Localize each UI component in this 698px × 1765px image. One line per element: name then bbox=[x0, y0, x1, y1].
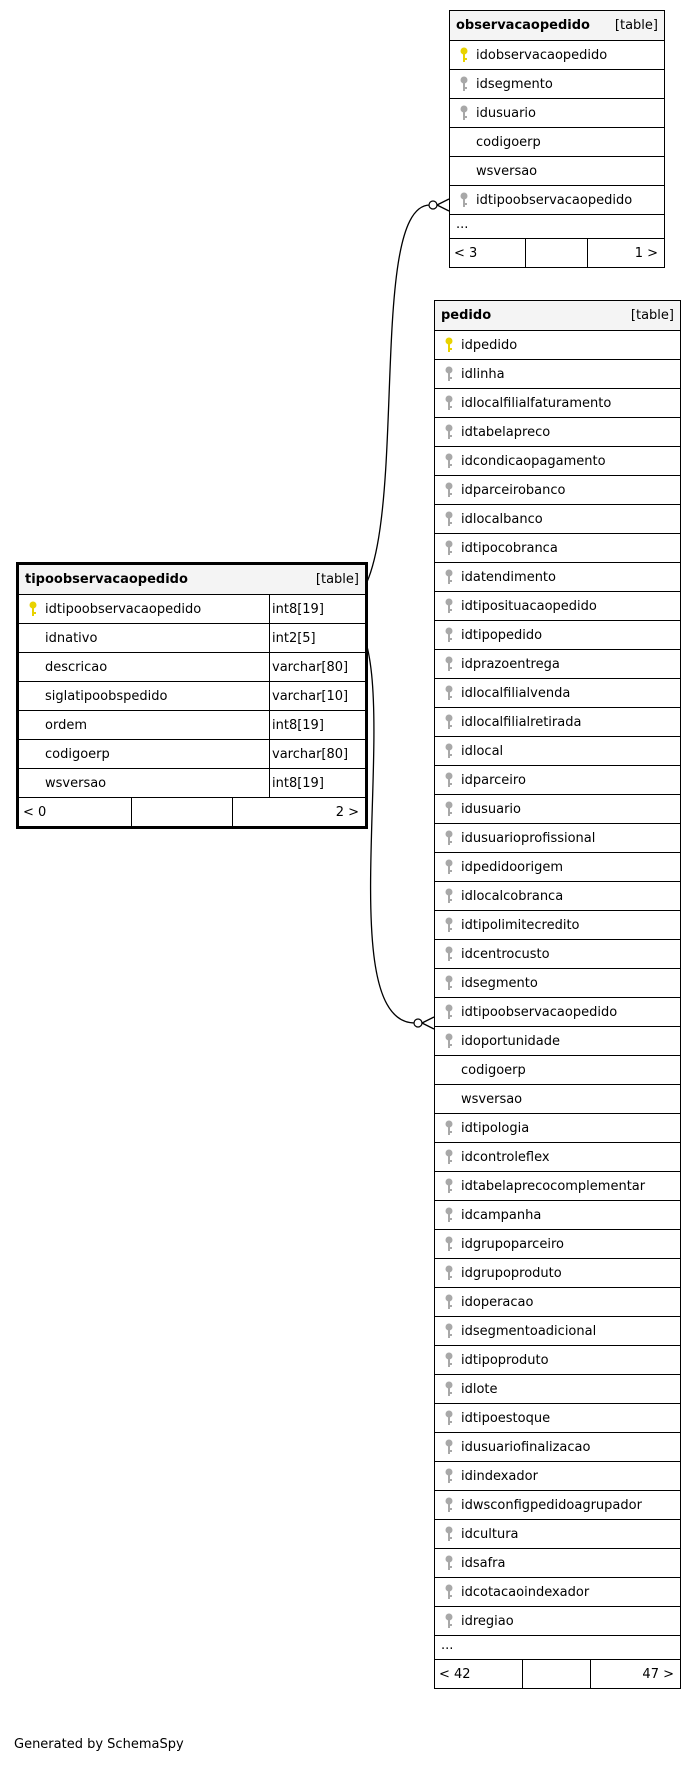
foreign-key-icon bbox=[441, 1410, 457, 1426]
column-row[interactable] bbox=[435, 1230, 680, 1259]
column-name: idusuarioprofissional bbox=[461, 830, 596, 846]
column-name-cell bbox=[19, 682, 269, 710]
foreign-key-icon bbox=[441, 1352, 457, 1368]
column-name-cell bbox=[435, 969, 680, 997]
column-row[interactable] bbox=[450, 99, 664, 128]
column-row[interactable] bbox=[435, 1491, 680, 1520]
column-row[interactable] bbox=[450, 41, 664, 70]
parents-count[interactable]: < 3 bbox=[450, 239, 526, 267]
foreign-key-icon bbox=[441, 1555, 457, 1571]
foreign-key-icon bbox=[441, 1584, 457, 1600]
foreign-key-icon bbox=[441, 772, 457, 788]
column-name: idtipoobservacaopedido bbox=[45, 601, 202, 617]
column-name: idindexador bbox=[461, 1468, 538, 1484]
column-name-cell bbox=[435, 940, 680, 968]
column-row[interactable] bbox=[435, 476, 680, 505]
foreign-key-icon bbox=[441, 656, 457, 672]
more-columns: ... bbox=[435, 1636, 680, 1660]
column-name-cell bbox=[435, 1607, 680, 1635]
table-footer bbox=[450, 239, 664, 267]
footer-spacer bbox=[523, 1660, 591, 1688]
no-key-slot bbox=[456, 163, 472, 179]
column-name-cell bbox=[450, 186, 664, 214]
column-name-cell bbox=[435, 1288, 680, 1316]
children-count[interactable]: 47 > bbox=[642, 1666, 674, 1682]
column-name: codigoerp bbox=[476, 134, 541, 150]
more-columns: ... bbox=[450, 215, 664, 239]
column-row[interactable] bbox=[450, 128, 664, 157]
column-row[interactable] bbox=[435, 1520, 680, 1549]
no-key-slot bbox=[25, 717, 41, 733]
foreign-key-icon bbox=[441, 917, 457, 933]
column-row[interactable] bbox=[19, 653, 365, 682]
column-row[interactable] bbox=[435, 969, 680, 998]
no-key-slot bbox=[25, 688, 41, 704]
column-name-cell bbox=[435, 795, 680, 823]
column-name-cell bbox=[435, 447, 680, 475]
column-row[interactable] bbox=[19, 624, 365, 653]
foreign-key-icon bbox=[441, 888, 457, 904]
no-key-slot bbox=[25, 775, 41, 791]
column-name: idwsconfigpedidoagrupador bbox=[461, 1497, 642, 1513]
column-name-cell bbox=[435, 1201, 680, 1229]
column-name-cell bbox=[435, 1549, 680, 1577]
column-name: idpedidoorigem bbox=[461, 859, 564, 875]
column-row[interactable] bbox=[435, 1462, 680, 1491]
footer-spacer bbox=[132, 798, 233, 826]
foreign-key-icon bbox=[441, 366, 457, 382]
crowsfoot-observacaopedido bbox=[429, 199, 449, 211]
column-row[interactable] bbox=[435, 1375, 680, 1404]
table-name[interactable]: observacaopedido bbox=[456, 18, 590, 33]
column-name: idsafra bbox=[461, 1555, 506, 1571]
foreign-key-icon bbox=[456, 76, 472, 92]
column-row[interactable] bbox=[19, 769, 365, 798]
foreign-key-icon bbox=[441, 1265, 457, 1281]
column-name: idoportunidade bbox=[461, 1033, 561, 1049]
column-datatype: varchar[80] bbox=[269, 740, 365, 768]
children-count[interactable]: 2 > bbox=[335, 804, 359, 820]
foreign-key-icon bbox=[441, 482, 457, 498]
column-name: idparceiro bbox=[461, 772, 526, 788]
column-name: idtabelaprecocomplementar bbox=[461, 1178, 646, 1194]
column-row[interactable] bbox=[435, 1259, 680, 1288]
column-name-cell bbox=[435, 1259, 680, 1287]
column-row[interactable] bbox=[435, 1143, 680, 1172]
column-row[interactable] bbox=[435, 1027, 680, 1056]
column-name: idtipoestoque bbox=[461, 1410, 551, 1426]
foreign-key-icon bbox=[441, 598, 457, 614]
column-name-cell bbox=[435, 882, 680, 910]
foreign-key-icon bbox=[441, 1033, 457, 1049]
foreign-key-icon bbox=[441, 1207, 457, 1223]
column-row[interactable] bbox=[435, 1346, 680, 1375]
foreign-key-icon bbox=[441, 714, 457, 730]
primary-key-icon bbox=[441, 337, 457, 353]
foreign-key-icon bbox=[441, 1613, 457, 1629]
column-datatype: int2[5] bbox=[269, 624, 365, 652]
column-name-cell bbox=[435, 418, 680, 446]
column-name-cell bbox=[450, 70, 664, 98]
column-name-cell bbox=[435, 534, 680, 562]
column-name-cell bbox=[19, 624, 269, 652]
column-name-cell bbox=[435, 1230, 680, 1258]
column-name: idusuariofinalizacao bbox=[461, 1439, 591, 1455]
column-row[interactable] bbox=[435, 621, 680, 650]
children-count[interactable]: 1 > bbox=[634, 245, 658, 261]
column-name: idlote bbox=[461, 1381, 498, 1397]
column-row[interactable] bbox=[435, 534, 680, 563]
column-name-cell bbox=[435, 824, 680, 852]
primary-key-icon bbox=[456, 47, 472, 63]
generated-by-note: Generated by SchemaSpy bbox=[14, 1737, 184, 1752]
foreign-key-icon bbox=[441, 424, 457, 440]
column-name: codigoerp bbox=[461, 1062, 526, 1078]
column-datatype: int8[19] bbox=[269, 711, 365, 739]
foreign-key-icon bbox=[441, 859, 457, 875]
column-row[interactable] bbox=[435, 418, 680, 447]
column-datatype: int8[19] bbox=[269, 769, 365, 797]
column-row[interactable] bbox=[435, 505, 680, 534]
foreign-key-icon bbox=[441, 1381, 457, 1397]
column-name-cell bbox=[450, 128, 664, 156]
column-row[interactable] bbox=[435, 1201, 680, 1230]
foreign-key-icon bbox=[441, 1178, 457, 1194]
no-key-slot bbox=[441, 1062, 457, 1078]
column-row[interactable] bbox=[19, 595, 365, 624]
column-row[interactable] bbox=[435, 447, 680, 476]
column-name-cell bbox=[19, 653, 269, 681]
table-footer bbox=[19, 798, 365, 826]
column-row[interactable] bbox=[435, 824, 680, 853]
column-name: idtabelapreco bbox=[461, 424, 551, 440]
column-row[interactable] bbox=[435, 1172, 680, 1201]
column-name-cell bbox=[435, 1491, 680, 1519]
column-name-cell bbox=[435, 650, 680, 678]
foreign-key-icon bbox=[441, 453, 457, 469]
column-name: idlocalfilialfaturamento bbox=[461, 395, 612, 411]
table-pedido[interactable] bbox=[434, 300, 681, 1689]
column-name: wsversao bbox=[461, 1091, 523, 1107]
foreign-key-icon bbox=[441, 1468, 457, 1484]
foreign-key-icon bbox=[441, 1323, 457, 1339]
column-name-cell bbox=[19, 769, 269, 797]
column-name-cell bbox=[435, 1085, 680, 1113]
column-name: idcultura bbox=[461, 1526, 519, 1542]
table-name[interactable]: pedido bbox=[441, 308, 492, 323]
column-name-cell bbox=[435, 1056, 680, 1084]
column-name-cell bbox=[435, 998, 680, 1026]
primary-key-icon bbox=[25, 601, 41, 617]
column-name: descricao bbox=[45, 659, 108, 675]
column-datatype: varchar[10] bbox=[269, 682, 365, 710]
column-row[interactable] bbox=[435, 1317, 680, 1346]
column-name: idtipologia bbox=[461, 1120, 530, 1136]
foreign-key-icon bbox=[441, 1004, 457, 1020]
connector-observacaopedido bbox=[340, 205, 430, 608]
foreign-key-icon bbox=[456, 192, 472, 208]
column-row[interactable] bbox=[435, 592, 680, 621]
column-row[interactable] bbox=[435, 708, 680, 737]
column-name: idprazoentrega bbox=[461, 656, 560, 672]
column-name-cell bbox=[435, 1317, 680, 1345]
column-name-cell bbox=[435, 679, 680, 707]
foreign-key-icon bbox=[441, 743, 457, 759]
table-observacaopedido[interactable] bbox=[449, 10, 665, 268]
column-name: idgrupoproduto bbox=[461, 1265, 562, 1281]
column-row[interactable] bbox=[435, 737, 680, 766]
column-name-cell bbox=[435, 592, 680, 620]
table-name[interactable]: tipoobservacaopedido bbox=[25, 572, 188, 587]
column-name: idtipocobranca bbox=[461, 540, 558, 556]
column-row[interactable] bbox=[435, 1056, 680, 1085]
column-name: idtiposituacaopedido bbox=[461, 598, 597, 614]
column-name-cell bbox=[450, 41, 664, 69]
foreign-key-icon bbox=[441, 1149, 457, 1165]
column-name-cell bbox=[435, 1520, 680, 1548]
column-name: idlocalbanco bbox=[461, 511, 543, 527]
column-name-cell bbox=[435, 1114, 680, 1142]
column-name-cell bbox=[435, 621, 680, 649]
column-row[interactable] bbox=[435, 1404, 680, 1433]
column-list bbox=[19, 595, 365, 798]
column-row[interactable] bbox=[435, 360, 680, 389]
column-name-cell bbox=[435, 331, 680, 359]
foreign-key-icon bbox=[441, 975, 457, 991]
table-type: [table] bbox=[315, 572, 359, 587]
column-list bbox=[435, 331, 680, 1636]
column-name-cell bbox=[19, 740, 269, 768]
column-name: idusuario bbox=[476, 105, 536, 121]
column-row[interactable] bbox=[435, 998, 680, 1027]
no-key-slot bbox=[456, 134, 472, 150]
column-name-cell bbox=[435, 1375, 680, 1403]
column-row[interactable] bbox=[435, 389, 680, 418]
column-name: idtipolimitecredito bbox=[461, 917, 580, 933]
column-name: wsversao bbox=[476, 163, 538, 179]
foreign-key-icon bbox=[441, 627, 457, 643]
foreign-key-icon bbox=[441, 1439, 457, 1455]
foreign-key-icon bbox=[441, 1497, 457, 1513]
column-name: ordem bbox=[45, 717, 87, 733]
column-name: idusuario bbox=[461, 801, 521, 817]
column-name: idregiao bbox=[461, 1613, 514, 1629]
column-row[interactable] bbox=[435, 911, 680, 940]
column-name-cell bbox=[435, 505, 680, 533]
parents-count[interactable]: < 42 bbox=[435, 1660, 523, 1688]
column-name: siglatipoobspedido bbox=[45, 688, 168, 704]
column-name-cell bbox=[435, 1578, 680, 1606]
column-name-cell bbox=[435, 563, 680, 591]
column-row[interactable] bbox=[435, 1085, 680, 1114]
column-name-cell bbox=[435, 389, 680, 417]
column-name-cell bbox=[435, 766, 680, 794]
column-name: idlinha bbox=[461, 366, 505, 382]
column-row[interactable] bbox=[450, 70, 664, 99]
no-key-slot bbox=[441, 1091, 457, 1107]
column-name: idlocalfilialvenda bbox=[461, 685, 571, 701]
column-name-cell bbox=[435, 1172, 680, 1200]
column-name: idtipoobservacaopedido bbox=[476, 192, 633, 208]
column-row[interactable] bbox=[435, 1578, 680, 1607]
column-row[interactable] bbox=[450, 157, 664, 186]
column-row[interactable] bbox=[435, 795, 680, 824]
column-row[interactable] bbox=[435, 331, 680, 360]
column-name-cell bbox=[435, 1346, 680, 1374]
column-name: idsegmento bbox=[476, 76, 553, 92]
column-name-cell bbox=[435, 476, 680, 504]
column-row[interactable] bbox=[435, 766, 680, 795]
column-row[interactable] bbox=[435, 563, 680, 592]
foreign-key-icon bbox=[441, 1236, 457, 1252]
column-row[interactable] bbox=[435, 679, 680, 708]
foreign-key-icon bbox=[441, 1120, 457, 1136]
no-key-slot bbox=[25, 659, 41, 675]
column-row[interactable] bbox=[435, 1549, 680, 1578]
no-key-slot bbox=[25, 746, 41, 762]
column-row[interactable] bbox=[435, 1607, 680, 1636]
column-name: wsversao bbox=[45, 775, 107, 791]
table-type: [table] bbox=[614, 18, 658, 33]
column-row[interactable] bbox=[450, 186, 664, 215]
table-header bbox=[435, 301, 680, 331]
column-name-cell bbox=[450, 99, 664, 127]
column-name-cell bbox=[435, 360, 680, 388]
column-name: idgrupoparceiro bbox=[461, 1236, 564, 1252]
column-row[interactable] bbox=[435, 1433, 680, 1462]
column-list bbox=[450, 41, 664, 215]
foreign-key-icon bbox=[441, 946, 457, 962]
column-row[interactable] bbox=[435, 650, 680, 679]
crowsfoot-pedido bbox=[414, 1017, 434, 1029]
column-row[interactable] bbox=[435, 1114, 680, 1143]
column-name-cell bbox=[435, 1433, 680, 1461]
table-tipoobservacaopedido[interactable] bbox=[16, 562, 368, 829]
column-name-cell bbox=[435, 911, 680, 939]
column-datatype: varchar[80] bbox=[269, 653, 365, 681]
column-name-cell bbox=[435, 1143, 680, 1171]
column-name-cell bbox=[435, 737, 680, 765]
table-footer bbox=[435, 1660, 680, 1688]
column-name: idcentrocusto bbox=[461, 946, 550, 962]
foreign-key-icon bbox=[441, 1526, 457, 1542]
foreign-key-icon bbox=[441, 511, 457, 527]
column-row[interactable] bbox=[19, 682, 365, 711]
column-name-cell bbox=[435, 1027, 680, 1055]
column-name: idoperacao bbox=[461, 1294, 534, 1310]
column-name: idcampanha bbox=[461, 1207, 542, 1223]
column-name: idtipoproduto bbox=[461, 1352, 549, 1368]
table-type: [table] bbox=[630, 308, 674, 323]
column-name-cell bbox=[435, 708, 680, 736]
foreign-key-icon bbox=[441, 801, 457, 817]
column-name: codigoerp bbox=[45, 746, 110, 762]
table-header bbox=[450, 11, 664, 41]
column-row[interactable] bbox=[19, 711, 365, 740]
table-header bbox=[19, 565, 365, 595]
foreign-key-icon bbox=[441, 685, 457, 701]
column-name: idsegmento bbox=[461, 975, 538, 991]
foreign-key-icon bbox=[441, 395, 457, 411]
foreign-key-icon bbox=[441, 830, 457, 846]
column-name: idatendimento bbox=[461, 569, 556, 585]
no-key-slot bbox=[25, 630, 41, 646]
column-name-cell bbox=[435, 1404, 680, 1432]
column-name: idsegmentoadicional bbox=[461, 1323, 597, 1339]
column-name-cell bbox=[19, 595, 269, 623]
column-name: idcontroleflex bbox=[461, 1149, 550, 1165]
column-name-cell bbox=[19, 711, 269, 739]
foreign-key-icon bbox=[441, 1294, 457, 1310]
foreign-key-icon bbox=[441, 540, 457, 556]
column-name: idlocalcobranca bbox=[461, 888, 564, 904]
column-row[interactable] bbox=[435, 882, 680, 911]
column-row[interactable] bbox=[435, 853, 680, 882]
foreign-key-icon bbox=[456, 105, 472, 121]
column-name: idobservacaopedido bbox=[476, 47, 608, 63]
column-name: idlocal bbox=[461, 743, 504, 759]
column-row[interactable] bbox=[435, 940, 680, 969]
foreign-key-icon bbox=[441, 569, 457, 585]
column-name: idtipopedido bbox=[461, 627, 543, 643]
parents-count[interactable]: < 0 bbox=[19, 798, 132, 826]
column-name: idtipoobservacaopedido bbox=[461, 1004, 618, 1020]
footer-spacer bbox=[526, 239, 588, 267]
column-row[interactable] bbox=[19, 740, 365, 769]
column-name-cell bbox=[435, 853, 680, 881]
column-datatype: int8[19] bbox=[269, 595, 365, 623]
column-name: idcotacaoindexador bbox=[461, 1584, 590, 1600]
column-name-cell bbox=[450, 157, 664, 185]
column-name: idparceirobanco bbox=[461, 482, 566, 498]
column-name: idpedido bbox=[461, 337, 518, 353]
column-name: idcondicaopagamento bbox=[461, 453, 606, 469]
column-row[interactable] bbox=[435, 1288, 680, 1317]
column-name: idlocalfilialretirada bbox=[461, 714, 582, 730]
column-name: idnativo bbox=[45, 630, 98, 646]
column-name-cell bbox=[435, 1462, 680, 1490]
